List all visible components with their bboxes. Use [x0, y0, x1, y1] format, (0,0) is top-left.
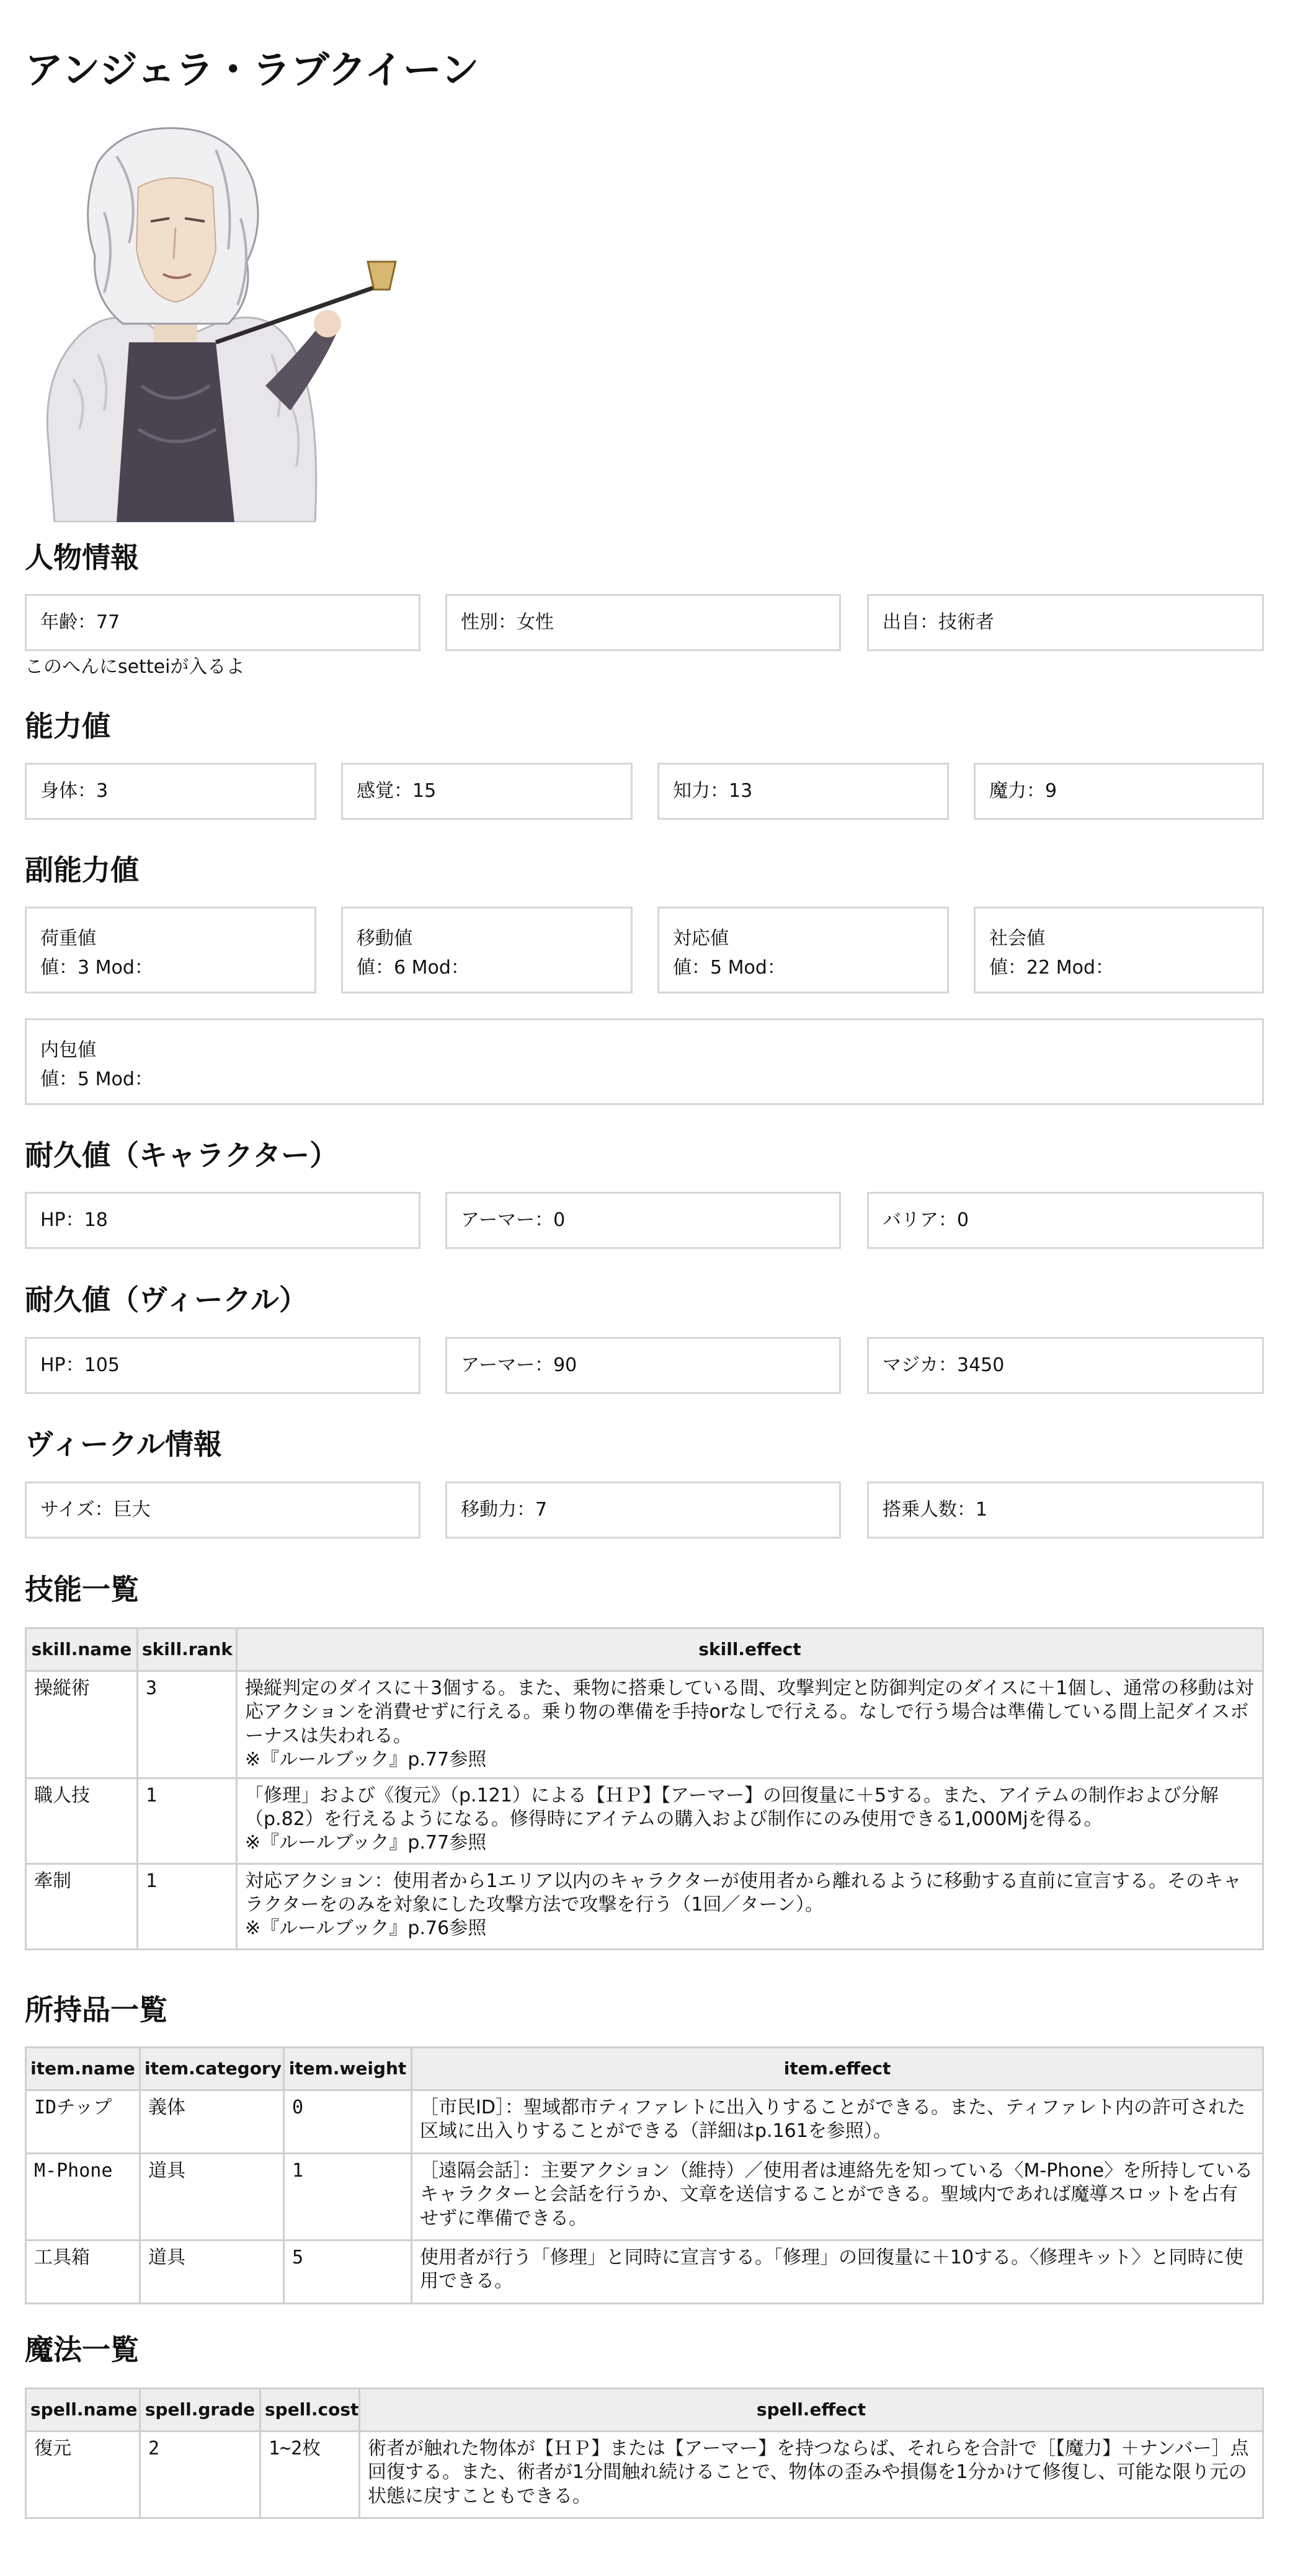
column-header: skill.effect [237, 1628, 1263, 1671]
item-name: 工具箱 [26, 2241, 140, 2304]
item-name: IDチップ [26, 2090, 140, 2154]
skill-name: 牽制 [26, 1863, 138, 1949]
spells-table [25, 2387, 1264, 2519]
character-armor-field: アーマー：0 [445, 1192, 841, 1249]
sub-ability-label: 対応値 [673, 928, 729, 949]
character-barrier-field: バリア：0 [867, 1192, 1264, 1249]
sub-ability-label: 移動値 [357, 928, 412, 949]
sub-abilities-heading: 副能力値 [25, 853, 139, 887]
age-field: 年齢：77 [25, 594, 420, 651]
sub-ability-value: 値：5 Mod： [40, 1068, 153, 1090]
table-header-row [26, 2389, 1263, 2432]
table-row [26, 1671, 1263, 1779]
column-header: skill.rank [138, 1628, 237, 1671]
page-title: アンジェラ・ラブクイーン [25, 47, 479, 92]
column-header: spell.grade [140, 2389, 260, 2432]
sub-ability-card [341, 907, 633, 993]
column-header: spell.name [26, 2389, 140, 2432]
sub-ability-label: 荷重値 [40, 928, 96, 949]
table-row [26, 1863, 1263, 1949]
sub-ability-label: 社会値 [989, 928, 1045, 949]
spell-cost: 1~2枚 [260, 2432, 360, 2518]
skills-table [25, 1627, 1264, 1950]
table-row [26, 2090, 1263, 2154]
skill-rank: 1 [138, 1778, 237, 1863]
item-category: 義体 [140, 2090, 284, 2154]
sub-ability-value: 値：22 Mod： [989, 956, 1114, 979]
table-row [26, 1778, 1263, 1863]
character-hp-field: HP：18 [25, 1192, 420, 1249]
table-row [26, 2154, 1263, 2241]
column-header: item.name [26, 2048, 140, 2090]
skills-heading: 技能一覧 [25, 1573, 139, 1606]
person-info-heading: 人物情報 [25, 541, 139, 574]
sense-stat: 感覚：15 [341, 763, 633, 820]
vehicle-hp-field: HP：105 [25, 1337, 420, 1394]
spell-grade: 2 [140, 2432, 260, 2518]
item-effect: 使用者が行う「修理」と同時に宣言する。「修理」の回復量に＋10する。〈修理キット〉と同時に使用できる。 [412, 2241, 1263, 2304]
intellect-stat: 知力：13 [657, 763, 949, 820]
vehicle-armor-field: アーマー：90 [445, 1337, 841, 1394]
sub-ability-value: 値：3 Mod： [40, 956, 153, 979]
sub-ability-value: 値：5 Mod： [673, 956, 786, 979]
sub-ability-card [25, 907, 316, 993]
skill-effect-text: 「修理」および《復元》（p.121）による【ＨＰ】【アーマー】の回復量に＋5する。また、アイテムの制作および分解（p.82）を行えるようになる。修得時にアイテムの購入および制作にのみ使用できる1,000Mjを得る。 [245, 1784, 1219, 1830]
sub-ability-card [25, 1018, 1264, 1105]
column-header: spell.effect [360, 2389, 1263, 2432]
character-portrait-icon [30, 119, 402, 522]
magic-stat: 魔力：9 [974, 763, 1264, 820]
abilities-heading: 能力値 [25, 709, 110, 743]
spell-effect: 術者が触れた物体が【ＨＰ】または【アーマー】を持つならば、それらを合計で［【魔力】＋ナンバー］点回復する。また、術者が1分間触れ続けることで、物体の歪みや損傷を1分かけて修復し、可能な限り元の状態に戻すこともできる。 [360, 2432, 1263, 2518]
sub-ability-label: 内包値 [40, 1039, 96, 1061]
skill-reference: ※『ルールブック』p.76参照 [245, 1917, 487, 1940]
column-header: item.weight [284, 2048, 412, 2090]
vehicle-magica-field: マジカ：3450 [867, 1337, 1264, 1394]
skill-reference: ※『ルールブック』p.77参照 [245, 1832, 487, 1854]
vehicle-durability-heading: 耐久値（ヴィークル） [25, 1283, 308, 1317]
column-header: spell.cost [260, 2389, 360, 2432]
item-weight: 5 [284, 2241, 412, 2304]
item-weight: 1 [284, 2154, 412, 2241]
item-name: M-Phone [26, 2154, 140, 2241]
vehicle-size-field: サイズ：巨大 [25, 1481, 420, 1539]
table-header-row [26, 1628, 1263, 1671]
gender-field: 性別：女性 [445, 594, 841, 651]
skill-rank: 3 [138, 1671, 237, 1779]
vehicle-riders-field: 搭乗人数：1 [867, 1481, 1264, 1539]
table-header-row [26, 2048, 1263, 2090]
item-category: 道具 [140, 2154, 284, 2241]
sub-ability-card [657, 907, 949, 993]
item-effect: ［市民ID］：聖域都市ティファレトに出入りすることができる。また、ティファレト内の許可された区域に出入りすることができる（詳細はp.161を参照）。 [412, 2090, 1263, 2154]
item-weight: 0 [284, 2090, 412, 2154]
items-table [25, 2046, 1264, 2304]
column-header: item.category [140, 2048, 284, 2090]
body-stat: 身体：3 [25, 763, 316, 820]
settei-text: このへんにsetteiが入るよ [25, 656, 245, 678]
column-header: item.effect [412, 2048, 1263, 2090]
vehicle-info-heading: ヴィークル情報 [25, 1428, 222, 1461]
skill-effect [237, 1778, 1263, 1863]
spell-name: 復元 [26, 2432, 140, 2518]
skill-name: 操縦術 [26, 1671, 138, 1779]
sub-ability-value: 値：6 Mod： [357, 956, 469, 979]
item-category: 道具 [140, 2241, 284, 2304]
column-header: skill.name [26, 1628, 138, 1671]
origin-field: 出自：技術者 [867, 594, 1264, 651]
skill-effect [237, 1671, 1263, 1779]
skill-effect-text: 操縦判定のダイスに＋3個する。また、乗物に搭乗している間、攻撃判定と防御判定のダイスに＋1個し、通常の移動は対応アクションを消費せずに行える。乗り物の準備を手持orなしで行える。なしで行う場合は準備している間上記ダイスボーナスは失われる。 [245, 1677, 1254, 1747]
table-row [26, 2241, 1263, 2304]
sub-ability-card [974, 907, 1264, 993]
item-effect: ［遠隔会話］：主要アクション（維持）／使用者は連絡先を知っている〈M-Phone〉を所持しているキャラクターと会話を行うか、文章を送信することができる。聖域内であれば魔導スロットを占有せずに準備できる。 [412, 2154, 1263, 2241]
spells-heading: 魔法一覧 [25, 2333, 139, 2366]
character-durability-heading: 耐久値（キャラクター） [25, 1139, 339, 1172]
skill-rank: 1 [138, 1863, 237, 1949]
vehicle-move-field: 移動力：7 [445, 1481, 841, 1539]
items-heading: 所持品一覧 [25, 1993, 167, 2027]
table-row [26, 2432, 1263, 2518]
skill-effect-text: 対応アクション：使用者から1エリア以内のキャラクターが使用者から離れるように移動する直前に宣言する。そのキャラクターをのみを対象にした攻撃方法で攻撃を行う（1回／ターン）。 [245, 1870, 1242, 1916]
skill-effect [237, 1863, 1263, 1949]
skill-reference: ※『ルールブック』p.77参照 [245, 1749, 487, 1771]
skill-name: 職人技 [26, 1778, 138, 1863]
